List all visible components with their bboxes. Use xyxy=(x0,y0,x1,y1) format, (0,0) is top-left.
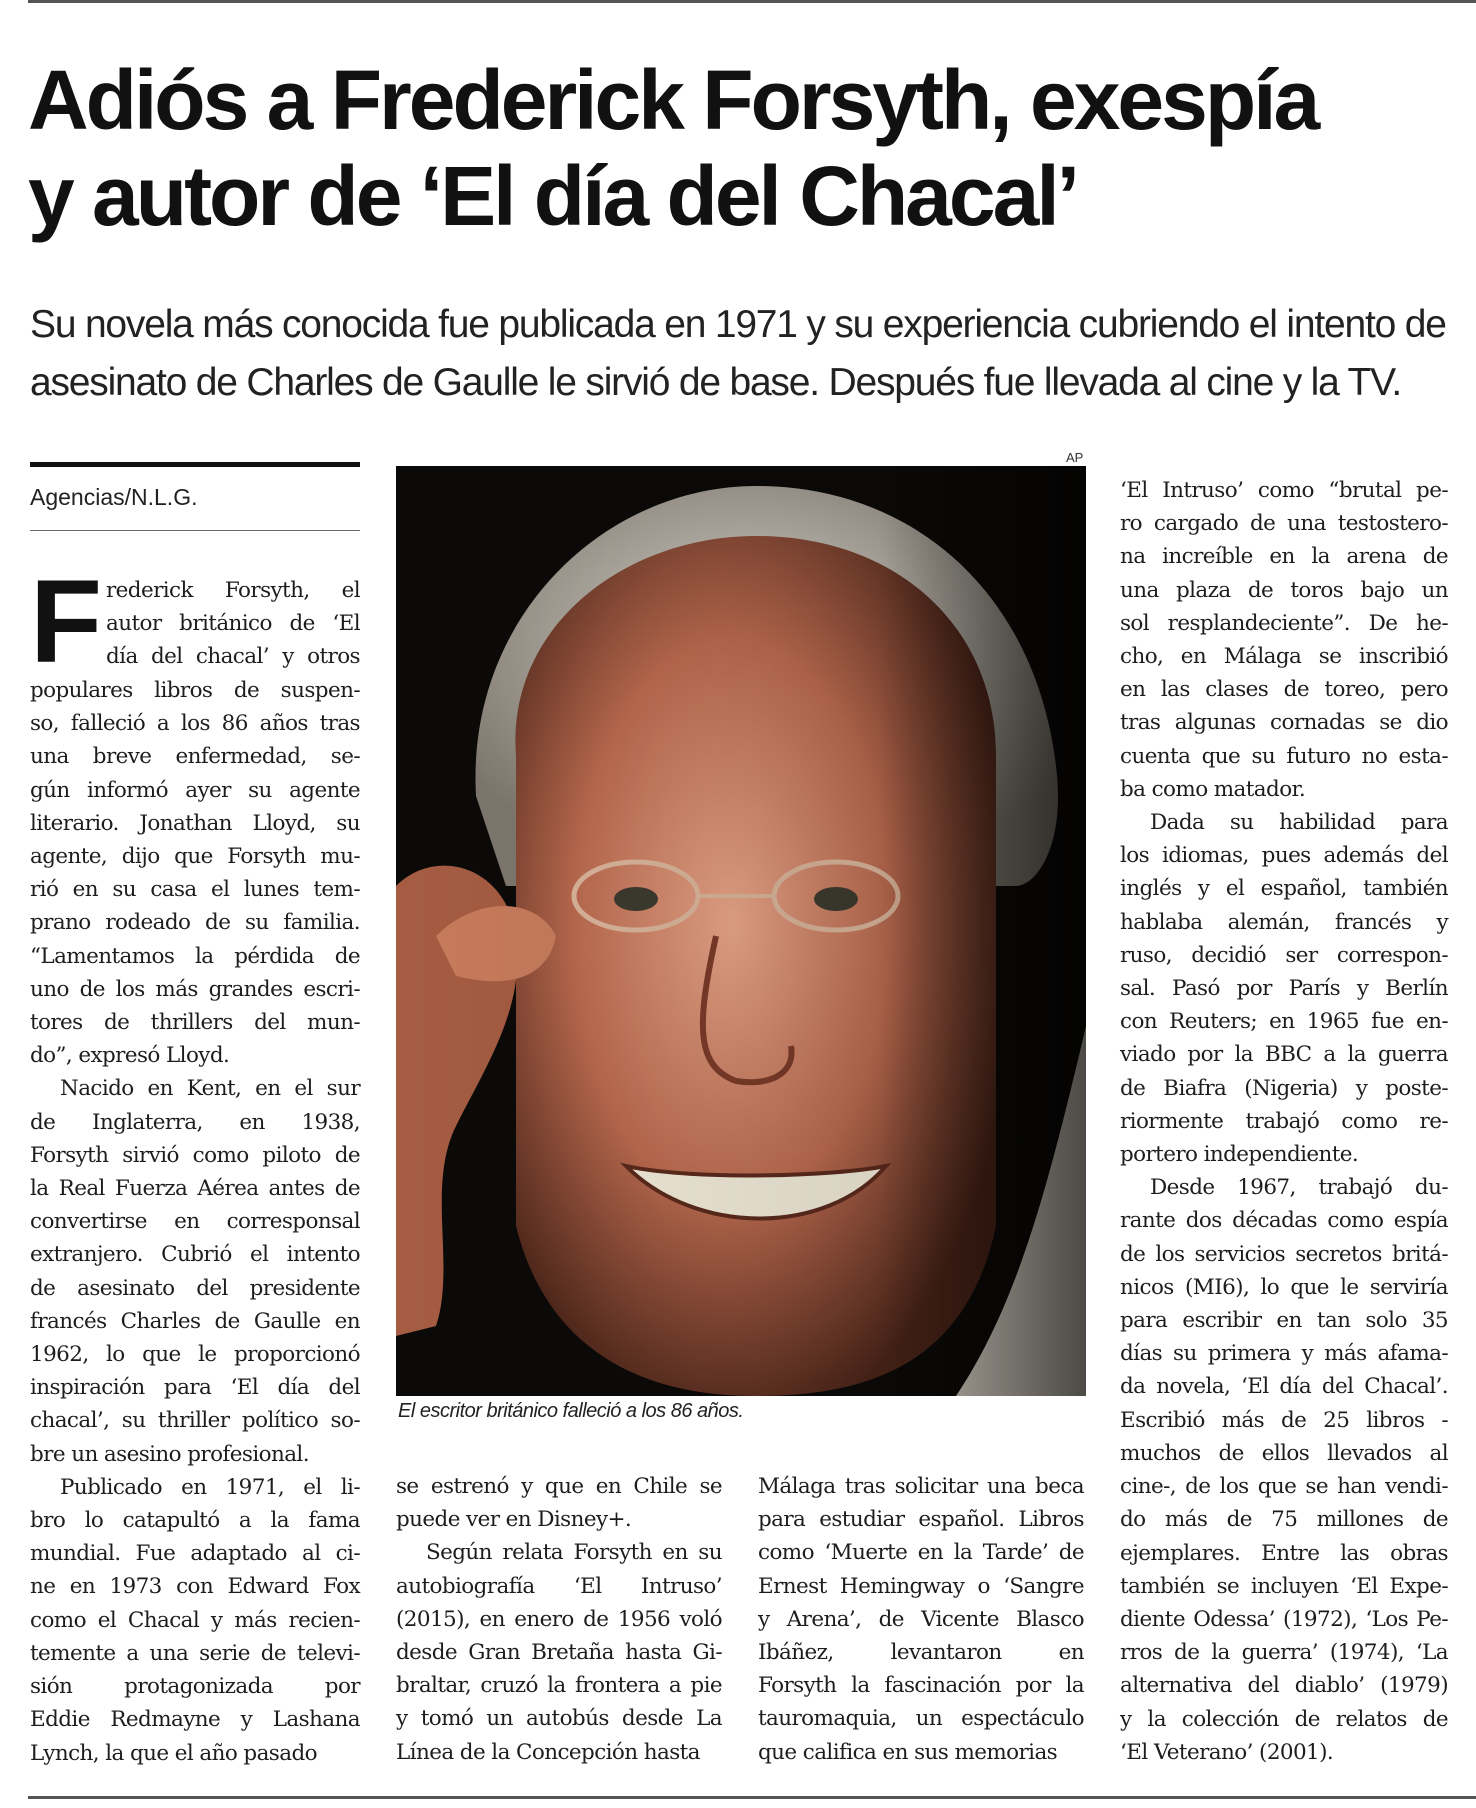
text-line: mundial. Fue adaptado al ci- xyxy=(30,1541,360,1567)
text-line: días su primera y más afama- xyxy=(1120,1341,1448,1367)
drop-cap: F xyxy=(30,556,103,688)
text-line: prano rodeado de su familia. xyxy=(30,910,360,936)
text-line: que califica en sus memorias xyxy=(758,1739,1058,1765)
text-line: francés Charles de Gaulle en xyxy=(30,1308,360,1334)
text-line: (2015), en enero de 1956 voló xyxy=(396,1606,722,1632)
text-line: rros de la guerra’ (1974), ‘La xyxy=(1120,1640,1448,1666)
text-line: ‘El Veterano’ (2001). xyxy=(1120,1739,1334,1765)
text-line: autor británico de ‘El xyxy=(106,611,360,637)
text-line: los idiomas, pues además del xyxy=(1120,843,1448,869)
text-line: inglés y el español, también xyxy=(1120,876,1448,902)
column-4 xyxy=(1120,474,1448,1769)
text-line: ejemplares. Entre las obras xyxy=(1120,1540,1448,1566)
text-line: Ibáñez, levantaron en xyxy=(758,1640,1084,1666)
text-line: uno de los más grandes escri- xyxy=(30,976,360,1002)
subheadline-line: asesinato de Charles de Gaulle le sirvió de base. Después fue llevada al cine y la TV. xyxy=(30,361,1402,404)
text-line: también se incluyen ‘El Expe- xyxy=(1120,1573,1448,1599)
text-line: agente, dijo que Forsyth mu- xyxy=(30,844,360,870)
text-line: temente a una serie de televi- xyxy=(30,1640,360,1666)
text-line: muchos de ellos llevados al xyxy=(1120,1440,1448,1466)
photo-credit: AP xyxy=(1066,450,1084,465)
text-line: ro cargado de una testostero- xyxy=(1120,511,1448,537)
text-line: do más de 75 millones de xyxy=(1120,1507,1448,1533)
text-line: alternativa del diablo’ (1979) xyxy=(1120,1673,1448,1699)
text-line: Nacido en Kent, en el sur xyxy=(60,1076,360,1102)
text-line: da novela, ‘El día del Chacal’. xyxy=(1120,1374,1448,1400)
byline-divider xyxy=(30,530,360,531)
bottom-rule xyxy=(28,1796,1476,1799)
text-line: rante dos décadas como espía xyxy=(1120,1208,1448,1234)
portrait-illustration xyxy=(396,466,1086,1396)
text-line: rederick Forsyth, el xyxy=(106,578,360,603)
text-line: nicos (MI6), lo que le serviría xyxy=(1120,1274,1448,1300)
text-line: con Reuters; en 1965 fue en- xyxy=(1120,1009,1448,1035)
text-line: para escribir en tan solo 35 xyxy=(1120,1308,1448,1334)
text-line: Lynch, la que el año pasado xyxy=(30,1740,317,1766)
text-line: Dada su habilidad para xyxy=(1150,810,1448,836)
text-line: tauromaquia, un espectáculo xyxy=(758,1706,1084,1732)
text-line: viado por la BBC a la guerra xyxy=(1120,1042,1448,1068)
text-line: como ‘Muerte en la Tarde’ de xyxy=(758,1540,1084,1566)
text-line: Según relata Forsyth en su xyxy=(426,1540,722,1566)
text-line: hablaba alemán, francés y xyxy=(1120,909,1448,935)
text-line: y la colección de relatos de xyxy=(1120,1706,1448,1732)
text-line: extranjero. Cubrió el intento xyxy=(30,1242,360,1268)
text-line: Forsyth la fascinación por la xyxy=(758,1673,1084,1699)
text-line: ba como matador. xyxy=(1120,776,1306,802)
headline xyxy=(28,52,1458,244)
byline-rule xyxy=(30,462,360,467)
text-line: y Arena’, de Vicente Blasco xyxy=(758,1606,1084,1632)
text-line: inspiración para ‘El día del xyxy=(30,1375,360,1401)
text-line: Escribió más de 25 libros - xyxy=(1120,1407,1448,1433)
text-line: sión protagonizada por xyxy=(30,1674,360,1700)
column-1-intro xyxy=(106,574,360,674)
text-line: chacal’, su thriller político so- xyxy=(30,1408,360,1434)
photo-caption: El escritor británico falleció a los 86 años. xyxy=(398,1400,744,1422)
text-line: riormente trabajó como re- xyxy=(1120,1108,1448,1134)
text-line: gún informó ayer su agente xyxy=(30,777,360,803)
text-line: Forsyth sirvió como piloto de xyxy=(30,1142,360,1168)
text-line: Ernest Hemingway o ‘Sangre xyxy=(758,1573,1084,1599)
text-line: día del chacal’ y otros xyxy=(106,644,360,670)
text-line: tras algunas cornadas se dio xyxy=(1120,710,1448,736)
column-2 xyxy=(396,1470,722,1769)
text-line: Desde 1967, trabajó du- xyxy=(1150,1175,1448,1201)
text-line: do”, expresó Lloyd. xyxy=(30,1043,230,1069)
text-line: cine-, de los que se han vendi- xyxy=(1120,1474,1448,1500)
text-line: la Real Fuerza Aérea antes de xyxy=(30,1176,360,1202)
text-line: cho, en Málaga se inscribió xyxy=(1120,644,1448,670)
column-3 xyxy=(758,1470,1084,1769)
text-line: ne en 1973 con Edward Fox xyxy=(30,1574,360,1600)
text-line: se estrenó y que en Chile se xyxy=(396,1474,722,1499)
text-line: braltar, cruzó la frontera a pie xyxy=(396,1673,722,1699)
text-line: ruso, decidió ser correspon- xyxy=(1120,942,1448,968)
byline: Agencias/N.L.G. xyxy=(30,484,198,510)
text-line: portero independiente. xyxy=(1120,1142,1359,1168)
text-line: bre un asesino profesional. xyxy=(30,1441,309,1467)
text-line: de asesinato del presidente xyxy=(30,1275,360,1301)
text-line: convertirse en corresponsal xyxy=(30,1209,360,1235)
text-line: desde Gran Bretaña hasta Gi- xyxy=(396,1640,722,1666)
column-1 xyxy=(30,674,360,1770)
text-line: so, falleció a los 86 años tras xyxy=(30,711,360,737)
text-line: na increíble en la arena de xyxy=(1120,544,1448,570)
text-line: Línea de la Concepción hasta xyxy=(396,1739,700,1765)
headline-line: Adiós a Frederick Forsyth, exespía xyxy=(28,53,1318,147)
text-line: en las clases de toreo, pero xyxy=(1120,677,1448,703)
text-line: una plaza de toros bajo un xyxy=(1120,577,1448,603)
subheadline-line: Su novela más conocida fue publicada en 1971 y su experiencia cubriendo el intento de xyxy=(30,303,1446,346)
top-rule xyxy=(28,0,1476,3)
text-line: populares libros de suspen- xyxy=(30,678,360,703)
text-line: de los servicios secretos britá- xyxy=(1120,1241,1448,1267)
text-line: ‘El Intruso’ como “brutal pe- xyxy=(1120,478,1448,503)
text-line: puede ver en Disney+. xyxy=(396,1507,632,1533)
text-line: como el Chacal y más recien- xyxy=(30,1607,360,1633)
text-line: de Inglaterra, en 1938, xyxy=(30,1109,360,1135)
text-line: para estudiar español. Libros xyxy=(758,1507,1084,1533)
text-line: rió en su casa el lunes tem- xyxy=(30,877,360,903)
subheadline xyxy=(30,296,1450,412)
text-line: tores de thrillers del mun- xyxy=(30,1010,360,1036)
text-line: 1962, lo que le proporcionó xyxy=(30,1342,360,1368)
text-line: sal. Pasó por París y Berlín xyxy=(1120,976,1448,1002)
text-line: sol resplandeciente”. De he- xyxy=(1120,610,1448,636)
text-line: “Lamentamos la pérdida de xyxy=(30,943,360,969)
text-line: de Biafra (Nigeria) y poste- xyxy=(1120,1075,1448,1101)
text-line: y tomó un autobús desde La xyxy=(396,1706,722,1732)
text-line: cuenta que su futuro no esta- xyxy=(1120,743,1448,769)
text-line: autobiografía ‘El Intruso’ xyxy=(396,1573,722,1599)
text-line: literario. Jonathan Lloyd, su xyxy=(30,810,360,836)
text-line: Málaga tras solicitar una beca xyxy=(758,1474,1084,1499)
text-line: una breve enfermedad, se- xyxy=(30,744,360,770)
text-line: Eddie Redmayne y Lashana xyxy=(30,1707,360,1733)
text-line: bro lo catapultó a la fama xyxy=(30,1508,360,1534)
text-line: Publicado en 1971, el li- xyxy=(60,1474,360,1500)
author-portrait-photo xyxy=(396,466,1086,1396)
headline-line: y autor de ‘El día del Chacal’ xyxy=(28,149,1078,243)
text-line: diente Odessa’ (1972), ‘Los Pe- xyxy=(1120,1606,1448,1632)
